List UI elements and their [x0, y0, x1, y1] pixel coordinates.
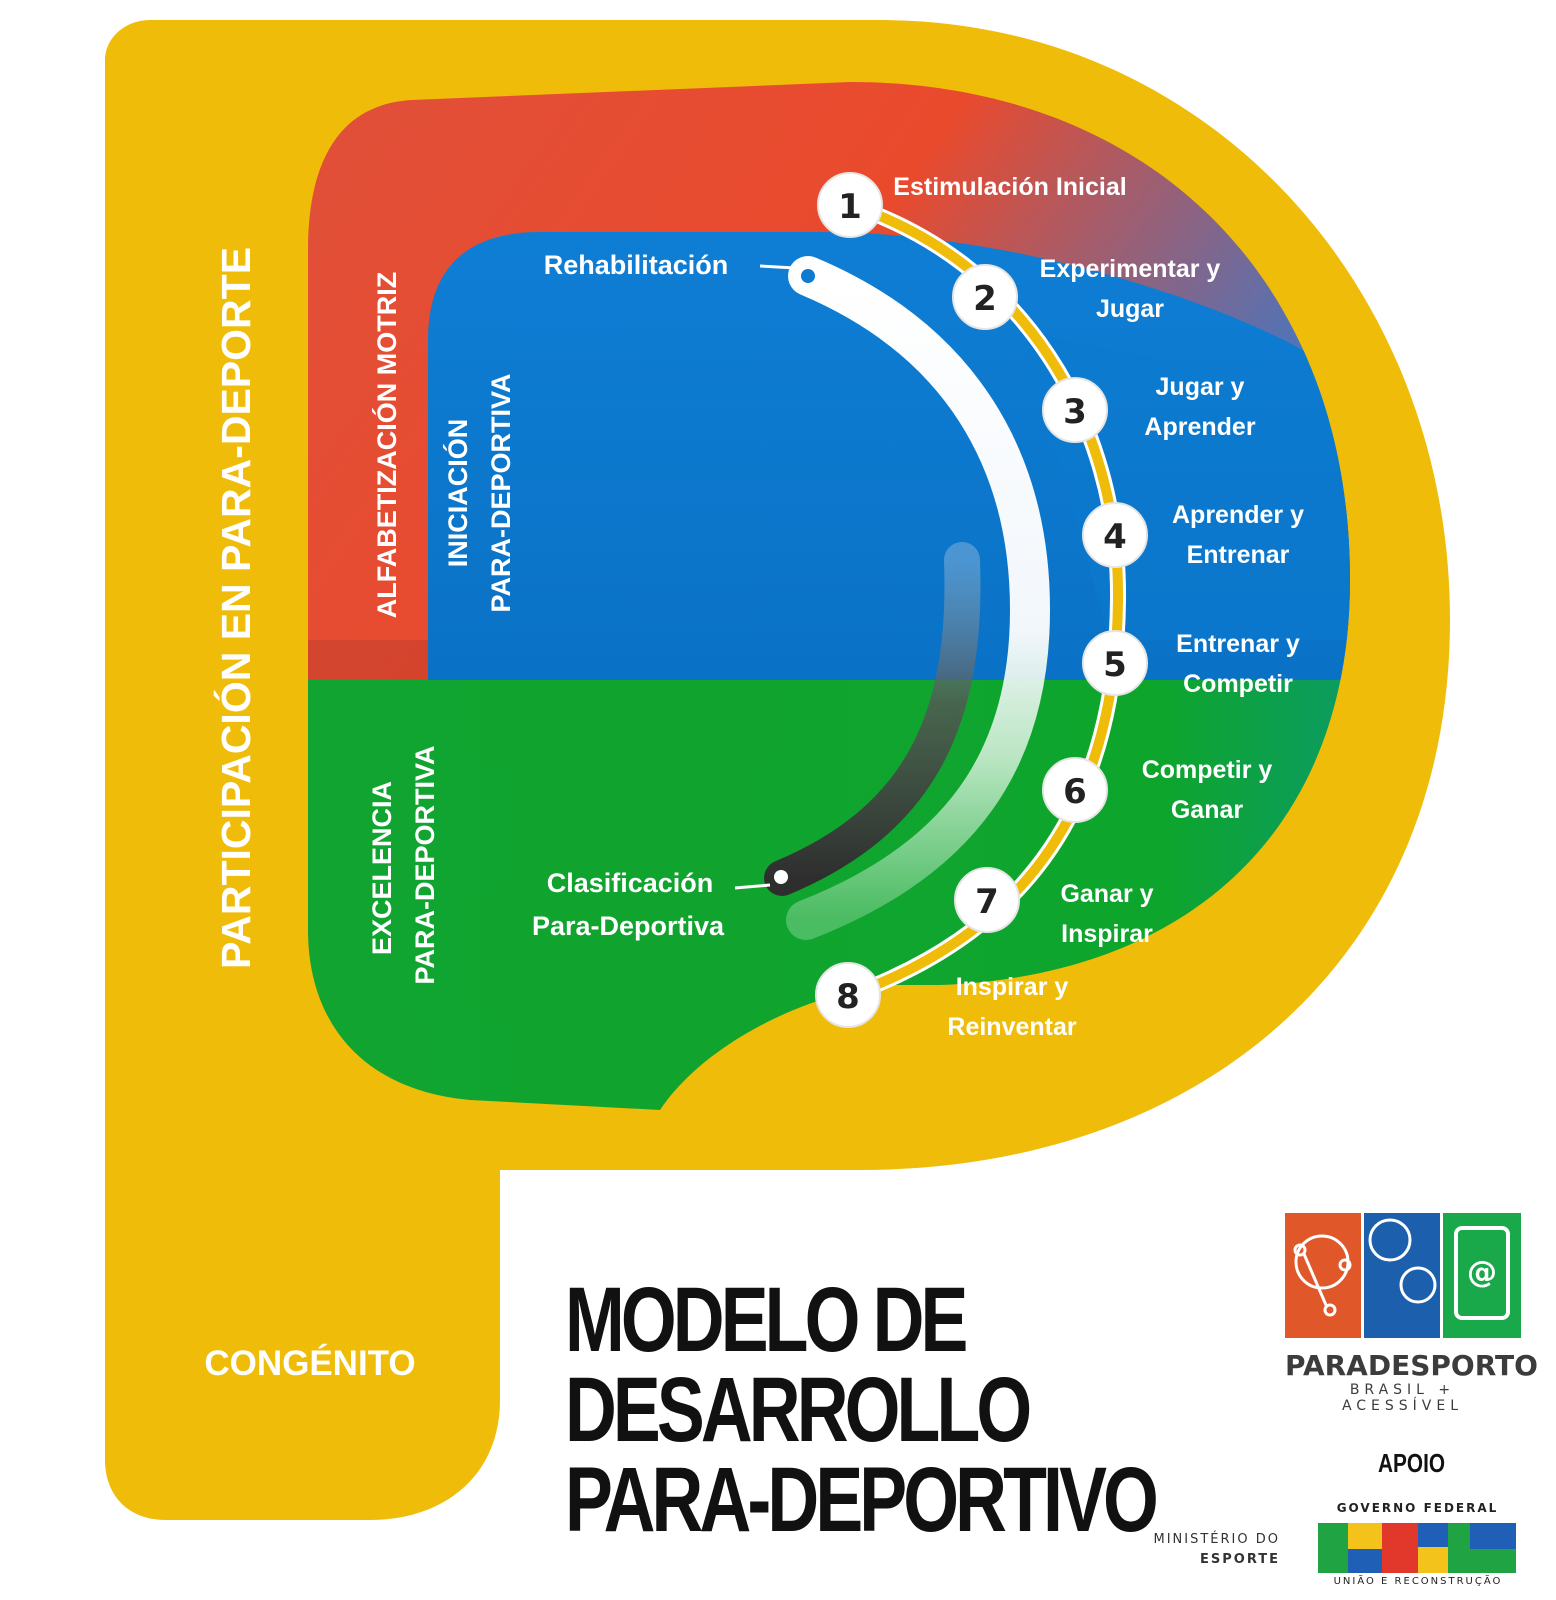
- stage-marker-8: [816, 963, 880, 1027]
- zone-label-green-2: PARA-DEPORTIVA: [410, 745, 440, 985]
- stage-label-7-line1: Ganar y: [1060, 880, 1154, 908]
- main-title: [565, 1269, 1321, 1551]
- paradesporto-name: PARADESPORTO: [1285, 1349, 1538, 1382]
- pathway-end-label-line2: Para-Deportiva: [531, 911, 725, 941]
- stage-label-3-line1: Jugar y: [1155, 373, 1245, 401]
- paradesporto-tagline: BRASIL + ACESSÍVEL: [1341, 1382, 1464, 1414]
- ministerio-line-2: ESPORTE: [1200, 1552, 1280, 1567]
- pathway-end-label-line1: Clasificación: [546, 868, 714, 898]
- svg-text:2: 2: [973, 279, 997, 319]
- stage-marker-1: [818, 173, 882, 237]
- stage-marker-3: [1043, 378, 1107, 442]
- stage-marker-2: [953, 265, 1017, 329]
- zone-label-green-1: EXCELENCIA: [367, 780, 397, 956]
- title-line-3: PARA-DEPORTIVO: [565, 1449, 1155, 1551]
- stage-label-5-line1: Entrenar y: [1176, 630, 1300, 658]
- stage-label-7-line2: Inspirar: [1061, 920, 1153, 948]
- stage-label-8-line2: Reinventar: [947, 1013, 1077, 1041]
- stage-marker-5: [1083, 631, 1147, 695]
- congenito-label: CONGÉNITO: [204, 1344, 416, 1383]
- uniao-label: UNIÃO E RECONSTRUÇÃO: [1333, 1576, 1503, 1587]
- svg-text:3: 3: [1063, 392, 1087, 432]
- title-line-1: MODELO DE: [565, 1269, 965, 1371]
- stage-label-4-line1: Aprender y: [1172, 501, 1304, 529]
- ministerio-line-1: MINISTÉRIO DO: [1153, 1532, 1280, 1547]
- pathway-start-label: Rehabilitación: [543, 250, 729, 280]
- zone-label-red: ALFABETIZACIÓN MOTRIZ: [372, 271, 402, 619]
- stage-label-3-line2: Aprender: [1144, 413, 1256, 441]
- paradesporto-logo-text: [1285, 1345, 1538, 1414]
- outer-label: PARTICIPACIÓN EN PARA-DEPORTE: [213, 246, 259, 970]
- stage-label-8-line1: Inspirar y: [955, 973, 1069, 1001]
- zone-label-blue-1: INICIACIÓN: [443, 418, 473, 568]
- pathway-start-dot: [801, 269, 815, 283]
- svg-text:6: 6: [1063, 772, 1087, 812]
- stage-label-1-line1: Estimulación Inicial: [893, 173, 1127, 201]
- pathway-end-dot: [774, 870, 788, 884]
- stage-label-6-line2: Ganar: [1170, 796, 1244, 824]
- zone-label-blue-2: PARA-DEPORTIVA: [486, 373, 516, 613]
- stage-label-2-line2: Jugar: [1095, 295, 1165, 323]
- stage-label-6-line1: Competir y: [1141, 756, 1273, 784]
- ministerio-label: [1130, 1530, 1280, 1570]
- stage-label-4-line2: Entrenar: [1186, 541, 1290, 569]
- stage-marker-6: [1043, 758, 1107, 822]
- svg-text:4: 4: [1103, 517, 1127, 557]
- svg-text:5: 5: [1103, 645, 1127, 685]
- brasil-word: [1318, 1520, 1518, 1576]
- stage-marker-7: [955, 868, 1019, 932]
- stage-label-2-line1: Experimentar y: [1039, 255, 1221, 283]
- svg-text:1: 1: [838, 187, 862, 227]
- stage-marker-4: [1083, 503, 1147, 567]
- stage-label-5-line2: Competir: [1183, 670, 1293, 698]
- governo-federal-label: GOVERNO FEDERAL: [1336, 1501, 1499, 1515]
- svg-text:7: 7: [975, 882, 999, 922]
- title-line-2: DESARROLLO: [565, 1359, 1029, 1461]
- apoio-label: APOIO: [1378, 1448, 1446, 1478]
- svg-text:@: @: [1467, 1255, 1497, 1290]
- svg-text:8: 8: [836, 977, 860, 1017]
